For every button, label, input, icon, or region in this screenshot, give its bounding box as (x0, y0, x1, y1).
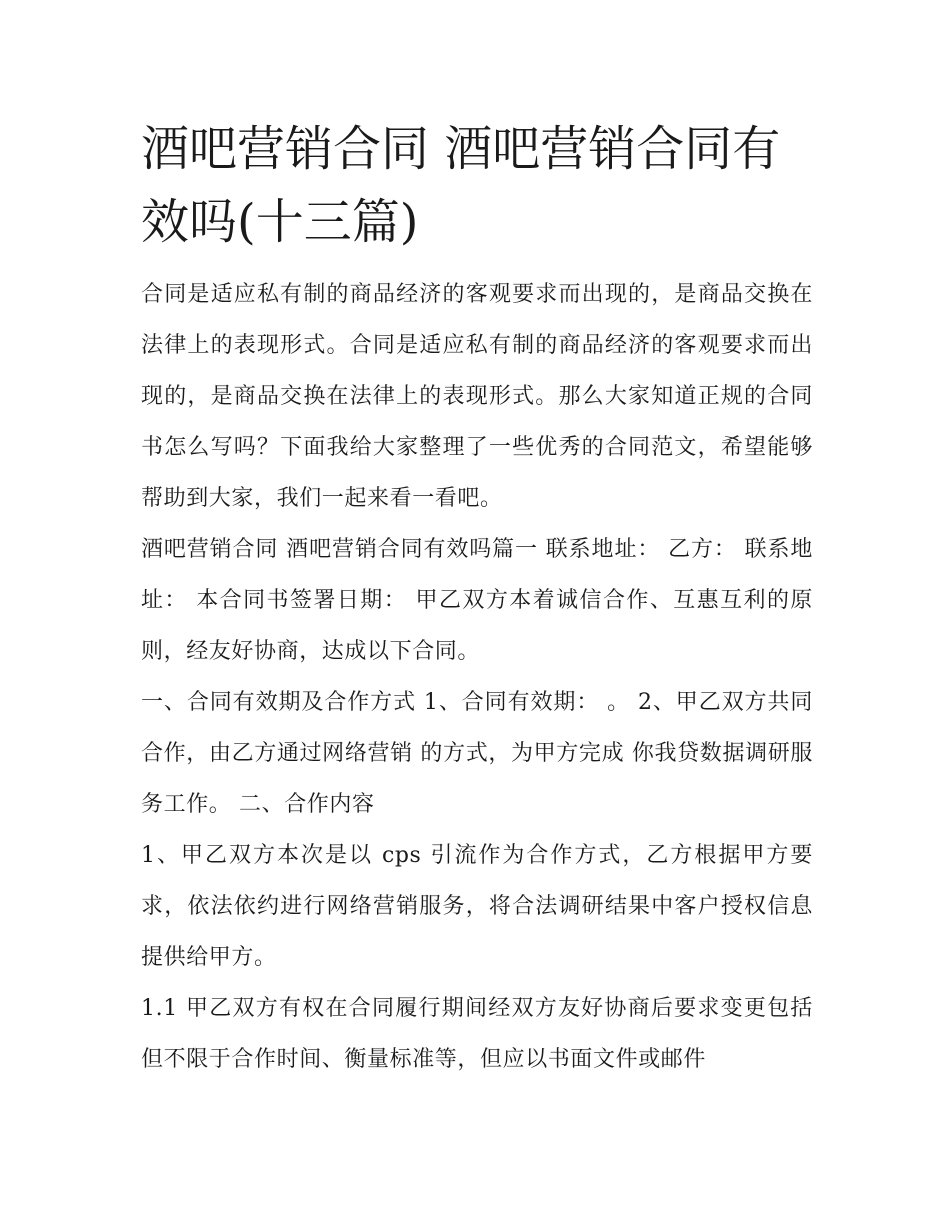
paragraph-section-one: 一、合同有效期及合作方式 1、合同有效期： 。 2、甲乙双方共同合作，由乙方通过网络营销 的方式，为甲方完成 你我贷数据调研服务工作。 二、合作内容 (141, 690, 813, 817)
paragraph-clause-1-1: 1.1 甲乙双方有权在合同履行期间经双方友好协商后要求变更包括但不限于合作时间、衡量标准等，但应以书面文件或邮件 (141, 996, 813, 1072)
paragraph-intro: 合同是适应私有制的商品经济的客观要求而出现的，是商品交换在法律上的表现形式。合同是适应私有制的商品经济的客观要求而出现的，是商品交换在法律上的表现形式。那么大家知道正规的合同书怎么写吗？下面我给大家整理了一些优秀的合同范文，希望能够帮助到大家，我们一起来看一看吧。 (141, 282, 813, 511)
paragraph-contract-header: 酒吧营销合同 酒吧营销合同有效吗篇一 联系地址： 乙方： 联系地址： 本合同书签署日期： 甲乙双方本着诚信合作、互惠互利的原则，经友好协商，达成以下合同。 (141, 537, 813, 664)
document-title: 酒吧营销合同 酒吧营销合同有效吗(十三篇) (141, 121, 781, 250)
paragraph-clause-1: 1、甲乙双方本次是以 cps 引流作为合作方式，乙方根据甲方要求，依法依约进行网络营销服务，将合法调研结果中客户授权信息提供给甲方。 (141, 843, 813, 970)
document-body (141, 113, 813, 1085)
